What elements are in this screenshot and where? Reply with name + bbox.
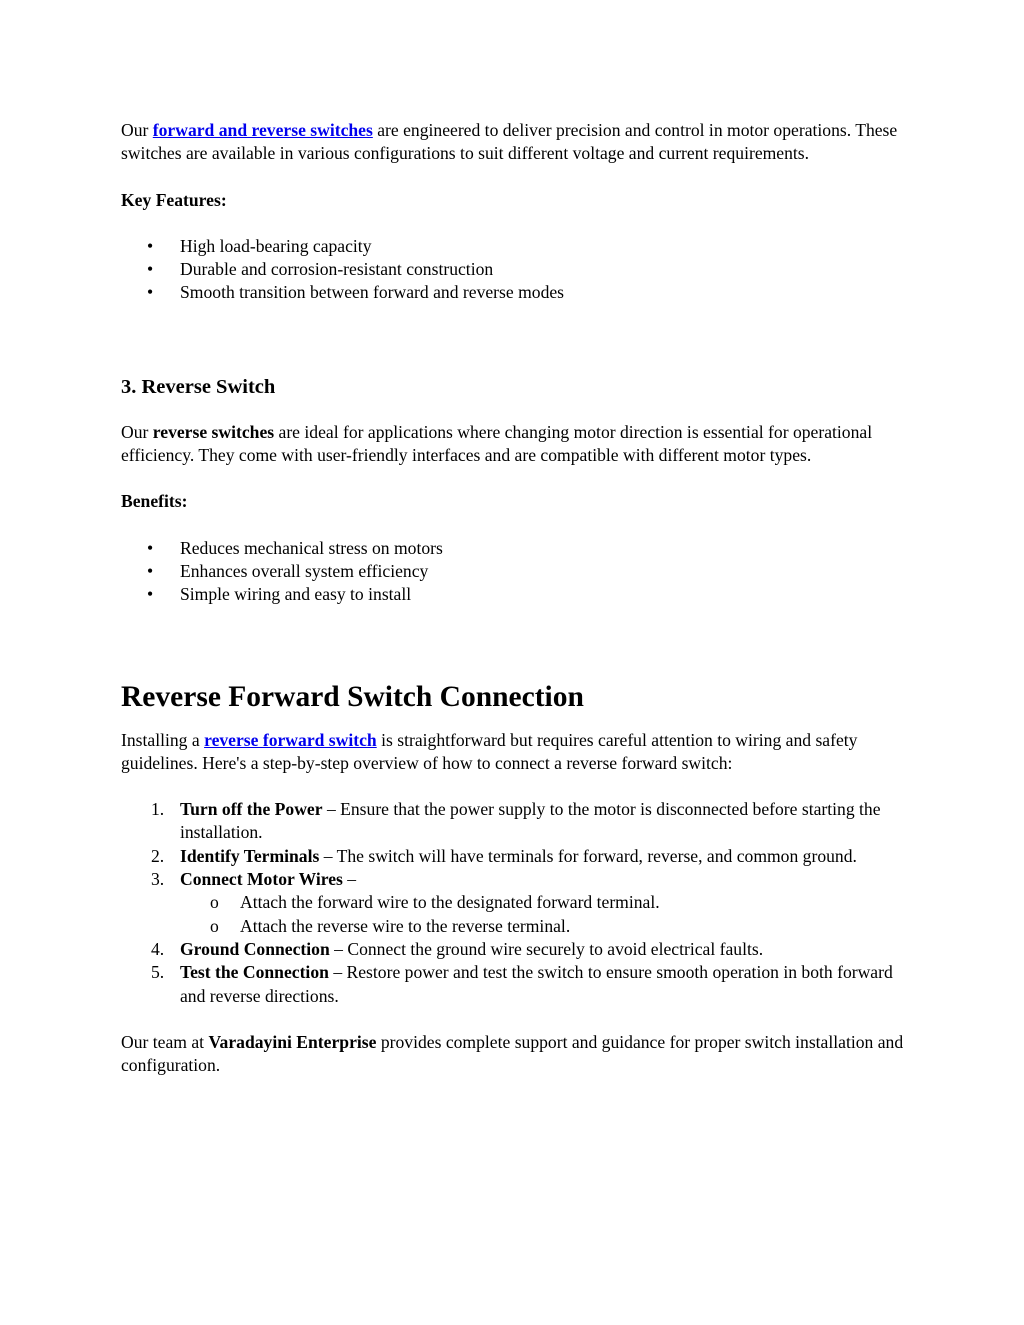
document-page — [121, 119, 911, 1077]
connection-steps-list — [121, 798, 911, 1008]
substeps-list — [180, 891, 911, 938]
list-item: • Smooth transition between forward and reverse modes — [121, 281, 911, 304]
section-title-reverse-switch: 3. Reverse Switch — [121, 375, 276, 398]
step-item: 3. Connect Motor Wires – o Attach the forward wire to the designated forward terminal. o Attach the reverse wire to the reverse terminal. — [121, 868, 911, 938]
key-features-heading: Key Features: — [121, 189, 227, 210]
section-title-connection: Reverse Forward Switch Connection — [121, 680, 584, 713]
step-item: 1. Turn off the Power – Ensure that the power supply to the motor is disconnected before starting the installation. — [151, 799, 881, 843]
reverse-forward-switch-link[interactable]: reverse forward switch — [204, 729, 377, 750]
list-item: • Reduces mechanical stress on motors — [121, 537, 911, 560]
step-item: 4. Ground Connection – Connect the ground wire securely to avoid electrical faults. — [151, 938, 764, 959]
step-item: 5. Test the Connection – Restore power and test the switch to ensure smooth operation in both forward and reverse directions. — [151, 962, 893, 1006]
connection-intro-paragraph: Installing a reverse forward switch is straightforward but requires careful attention to wiring and safety guidelines. Here's a step-by-step overview of how to connect a reverse forward switch: — [121, 729, 858, 773]
list-item: • Enhances overall system efficiency — [121, 560, 911, 583]
substep-item: o Attach the reverse wire to the reverse terminal. — [210, 915, 571, 936]
list-item: • Simple wiring and easy to install — [121, 583, 911, 606]
closing-paragraph: Our team at Varadayini Enterprise provides complete support and guidance for proper switch installation and configuration. — [121, 1031, 904, 1076]
reverse-switch-paragraph: Our reverse switches are ideal for applications where changing motor direction is essential for operational efficiency. They come with user-friendly interfaces and are compatible with different motor types. — [121, 421, 873, 466]
substep-item: o Attach the forward wire to the designated forward terminal. — [210, 892, 660, 913]
benefits-heading: Benefits: — [121, 491, 188, 512]
intro-paragraph: Our forward and reverse switches are engineered to deliver precision and control in motor operations. These switches are available in various configurations to suit different voltage and current requirements. — [121, 120, 898, 164]
key-features-list — [121, 235, 911, 305]
list-item: • High load-bearing capacity — [121, 235, 911, 258]
step-item: 2. Identify Terminals – The switch will have terminals for forward, reverse, and common ground. — [151, 845, 857, 866]
benefits-list — [121, 537, 911, 607]
forward-reverse-switches-link[interactable]: forward and reverse switches — [152, 120, 373, 140]
list-item: • Durable and corrosion-resistant construction — [121, 258, 911, 281]
